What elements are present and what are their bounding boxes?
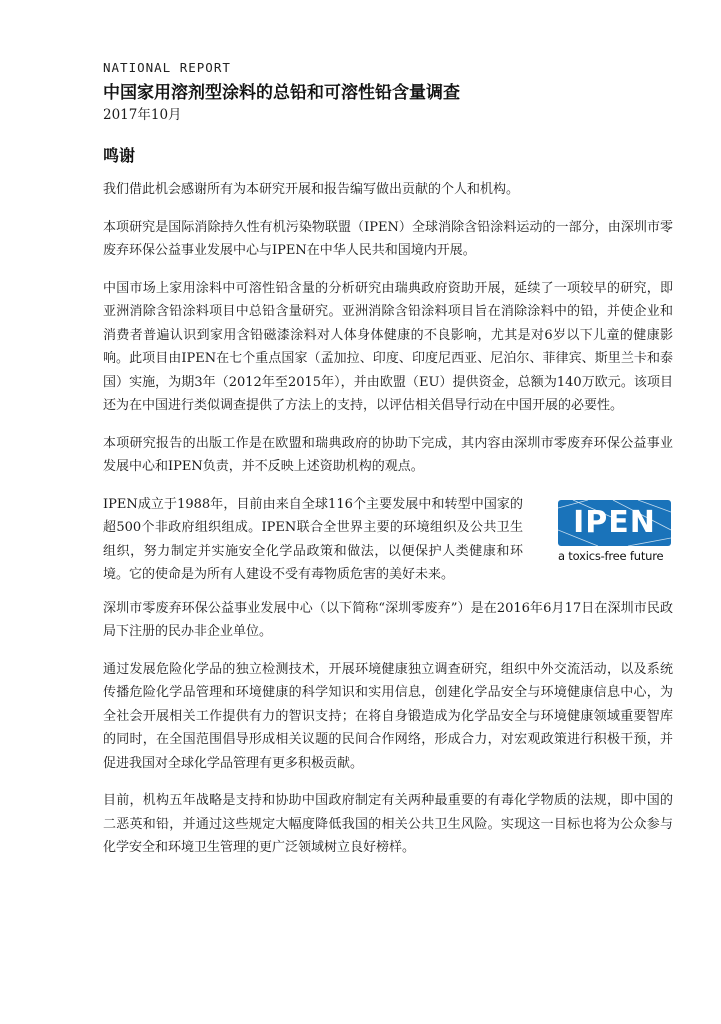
ipen-logo-box [558,500,671,546]
report-title: 中国家用溶剂型涂料的总铅和可溶性铅含量调查 [103,83,460,103]
ipen-tagline: a toxics-free future [558,548,664,563]
ipen-wordmark: IPEN [573,504,656,540]
ipen-logo [558,500,673,563]
ipen-section [103,493,673,587]
paragraph-strategy: 目前，机构五年战略是支持和协助中国政府制定有关两种最重要的有毒化学物质的法规，即中国的二恶英和铅，并通过这些规定大幅度降低我国的相关公共卫生风险。实现这一目标也将为公众参与化学安全和环境卫生管理的更广泛领域树立良好榜样。 [103,793,673,855]
paragraph-thanks: 我们借此机会感谢所有为本研究开展和报告编写做出贡献的个人和机构。 [103,182,520,197]
report-page [103,60,673,874]
paragraph-zero-waste-mission: 通过发展危险化学品的独立检测技术，开展环境健康独立调查研究，组织中外交流活动，以及系统传播危险化学品管理和环境健康的科学知识和实用信息，创建化学品安全与环境健康信息中心，为全社会开展相关工作提供有力的智识支持；在将自身锻造成为化学品安全与环境健康领域重要智库的同时，在全国范围倡导形成相关议题的民间合作网络，形成合力，对宏观政策进行积极干预，并促进我国对全球化学品管理有更多积极贡献。 [103,661,673,771]
paragraph-project-scope: 本项研究是国际消除持久性有机污染物联盟（IPEN）全球消除含铅涂料运动的一部分，由深圳市零废弃环保公益事业发展中心与IPEN在中华人民共和国境内开展。 [103,219,673,258]
section-heading: 鸣谢 [103,146,136,165]
paragraph-publication: 本项研究报告的出版工作是在欧盟和瑞典政府的协助下完成，其内容由深圳市零废弃环保公益事业发展中心和IPEN负责，并不反映上述资助机构的观点。 [103,435,673,474]
paragraph-funding: 中国市场上家用涂料中可溶性铅含量的分析研究由瑞典政府资助开展，延续了一项较早的研究，即亚洲消除含铅涂料项目中总铅含量研究。亚洲消除含铅涂料项目旨在消除涂料中的铅，并使企业和消费者普遍认识到家用含铅磁漆涂料对人体身体健康的不良影响，尤其是对6岁以下儿童的健康影响。此项目由IPEN在七个重点国家（孟加拉、印度、印度尼西亚、尼泊尔、菲律宾、斯里兰卡和泰国）实施，为期3年（2012年至2015年），并由欧盟（EU）提供资金，总额为140万欧元。该项目还为在中国进行类似调查提供了方法上的支持，以评估相关倡导行动在中国开展的必要性。 [103,280,673,413]
report-date: 2017年10月 [103,107,182,123]
paragraph-ipen: IPEN成立于1988年，目前由来自全球116个主要发展中和转型中国家的超500个非政府组织组成。IPEN联合全世界主要的环境组织及公共卫生组织，努力制定并实施安全化学品政策和做法，以便保护人类健康和环境。它的使命是为所有人建设不受有毒物质危害的美好未来。 [103,496,523,582]
report-kicker: NATIONAL REPORT [103,60,231,75]
paragraph-zero-waste-intro: 深圳市零废弃环保公益事业发展中心（以下简称“深圳零废弃”）是在2016年6月17日在深圳市民政局下注册的民办非企业单位。 [103,600,673,639]
